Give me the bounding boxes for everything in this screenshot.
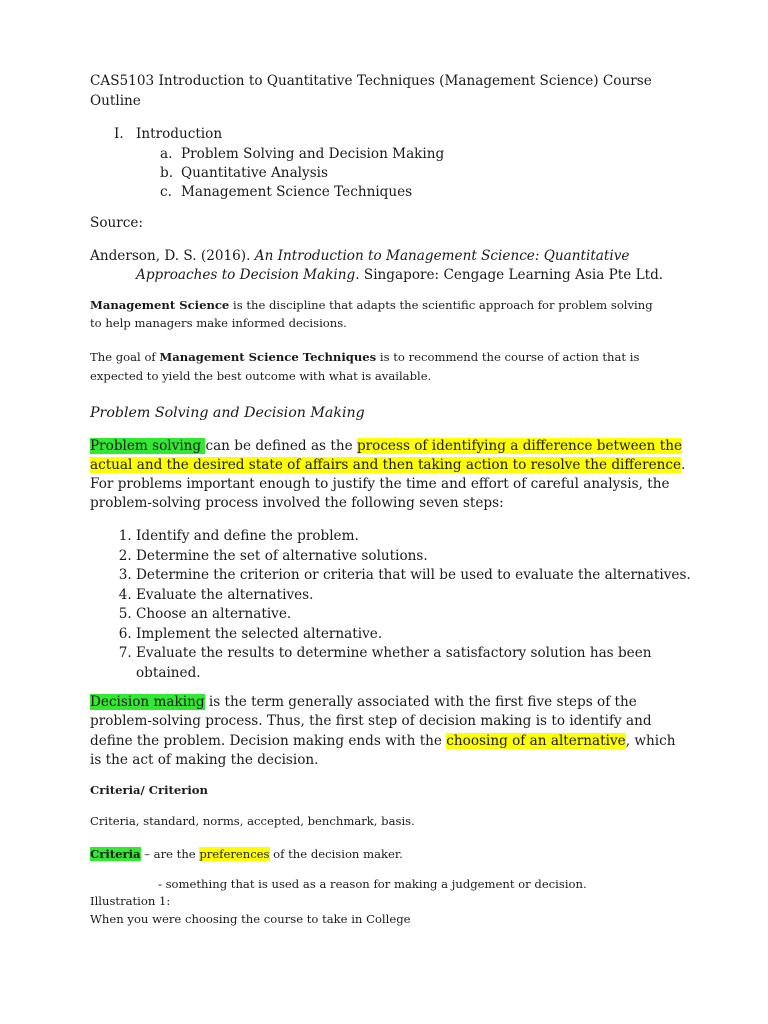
ms-definition-text: is the discipline that adapts the scientific approach for problem solving <box>229 298 653 312</box>
list-item: 7. Evaluate the results to determine whether a satisfactory solution has been obtained. <box>136 644 656 683</box>
course-title-line-1: CAS5103 Introduction to Quantitative Techniques (Management Science) Course <box>90 73 652 89</box>
ps-line-1 <box>90 439 682 455</box>
subitem-letter-a: a. <box>160 146 173 162</box>
criteria-term: Criteria <box>90 847 141 861</box>
section-title: Introduction <box>136 126 223 142</box>
list-item: 1. Identify and define the problem. <box>136 527 756 547</box>
subitem-c: Management Science Techniques <box>181 184 413 200</box>
dm-highlight: choosing of an alternative <box>446 733 626 749</box>
course-title-line-2: Outline <box>90 93 141 109</box>
illustration-label: Illustration 1: <box>90 894 171 908</box>
dm-text-3-post: , which <box>625 733 676 749</box>
reference-line-1 <box>90 249 629 265</box>
criteria-synonyms: Criteria, standard, norms, accepted, benchmark, basis. <box>90 814 415 828</box>
reference-line-2 <box>136 268 663 284</box>
list-item: 6. Implement the selected alternative. <box>136 625 756 645</box>
reference-author: Anderson, D. S. (2016). <box>90 248 255 264</box>
subitem-letter-c: c. <box>160 184 172 200</box>
dm-line-3 <box>90 734 675 750</box>
dm-line-4: is the act of making the decision. <box>90 752 319 768</box>
source-label: Source: <box>90 215 143 231</box>
dm-line-1 <box>90 695 637 711</box>
ps-line-4: problem-solving process involved the following seven steps: <box>90 495 504 511</box>
goal-line-2: expected to yield the best outcome with what is available. <box>90 369 432 383</box>
dm-text-1: is the term generally associated with the first five steps of the <box>204 694 637 710</box>
criteria-mid: – are the <box>140 847 200 861</box>
dm-line-2: problem-solving process. Thus, the first step of decision making is to identify and <box>90 713 652 729</box>
ms-definition-line-2: to help managers make informed decisions. <box>90 316 347 330</box>
dm-text-3: define the problem. Decision making ends with the <box>90 733 447 749</box>
dm-term: Decision making <box>90 694 205 710</box>
list-item: 4. Evaluate the alternatives. <box>136 586 756 606</box>
reference-title: An Introduction to Management Science: Quantitative <box>254 248 630 264</box>
goal-post: is to recommend the course of action that is <box>376 350 640 364</box>
illustration-text: When you were choosing the course to take in College <box>90 912 411 926</box>
subitem-letter-b: b. <box>160 165 174 181</box>
list-item: 5. Choose an alternative. <box>136 605 756 625</box>
reference-title-cont: Approaches to Decision Making <box>136 267 356 283</box>
ms-definition-line-1 <box>90 299 653 312</box>
goal-pre: The goal of <box>90 350 160 364</box>
reference-publisher: . Singapore: Cengage Learning Asia Pte Ltd. <box>355 267 664 283</box>
ps-term: Problem solving <box>90 438 206 454</box>
section-number: I. <box>114 126 124 142</box>
ps-mid: can be defined as the <box>205 438 357 454</box>
ps-line-3: For problems important enough to justify the time and effort of careful analysis, the <box>90 476 670 492</box>
steps-list <box>90 527 756 683</box>
heading-problem-solving: Problem Solving and Decision Making <box>90 405 365 421</box>
ps-highlight-2: actual and the desired state of affairs and then taking action to resolve the difference <box>90 457 682 473</box>
criteria-heading: Criteria/ Criterion <box>90 783 208 797</box>
criteria-bullet: - something that is used as a reason for making a judgement or decision. <box>158 877 587 891</box>
list-item: 3. Determine the criterion or criteria that will be used to evaluate the alternatives. <box>136 566 756 586</box>
ps-highlight-1: process of identifying a difference between the <box>356 438 683 454</box>
subitem-a: Problem Solving and Decision Making <box>181 146 445 162</box>
goal-line-1 <box>90 351 639 364</box>
ms-term: Management Science <box>90 298 230 312</box>
list-item: 2. Determine the set of alternative solutions. <box>136 547 756 567</box>
goal-term: Management Science Techniques <box>159 350 377 364</box>
course-title <box>90 74 652 90</box>
ps-line-2 <box>90 458 685 474</box>
ps-end: . <box>681 457 686 473</box>
criteria-definition <box>90 848 403 861</box>
criteria-highlight: preferences <box>199 847 270 861</box>
criteria-post: of the decision maker. <box>269 847 403 861</box>
subitem-b: Quantitative Analysis <box>181 165 328 181</box>
